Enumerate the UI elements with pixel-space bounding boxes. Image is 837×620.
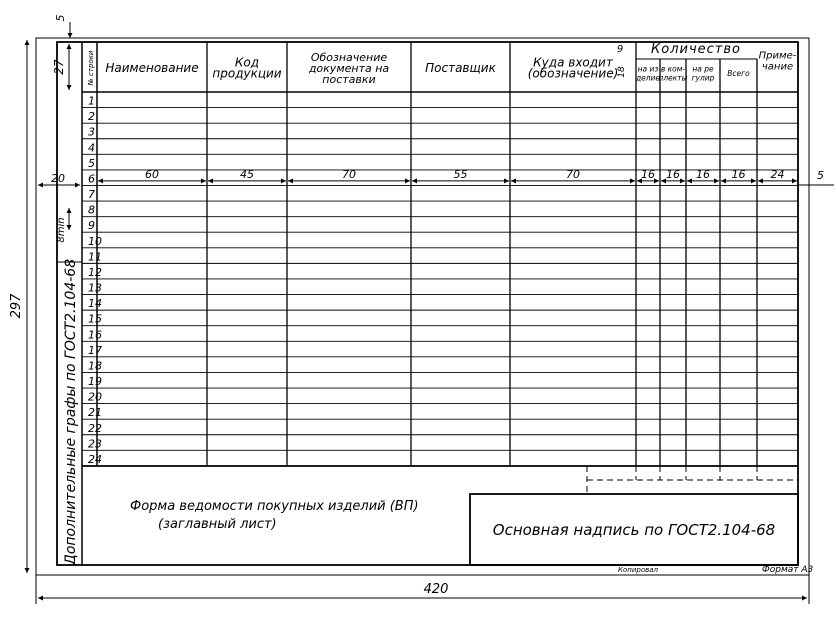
row-number: 24 [88,452,102,466]
column-width-label: 16 [696,167,710,181]
column-width-label: 16 [641,167,655,181]
column-header-text: Поставщик [425,61,496,75]
column-header-text: поставки [322,73,376,86]
title-block-label: Основная надпись по ГОСТ2.104-68 [492,521,776,539]
height-label: 297 [9,293,24,319]
row-number: 23 [88,437,102,451]
row-number: 3 [88,125,95,139]
column-header-text: Код [234,55,260,70]
row-number: 13 [88,281,102,295]
row-number: 22 [88,421,102,435]
row-number: 4 [88,141,95,155]
drawing-frame [57,42,798,565]
format-label: Формат А3 [762,565,814,575]
column-width-label: 16 [731,167,746,181]
dashed-extensions [587,466,798,494]
row-min-label: 8min [56,217,67,243]
row-number: 2 [88,110,95,124]
column-width-label: 24 [770,167,785,181]
row-number: 18 [88,359,102,373]
column-width-label: 70 [342,167,356,181]
row-number: 8 [88,203,95,217]
row-number: 19 [88,375,102,389]
row-number: 6 [88,172,95,186]
column-header-text: Всего [727,69,750,78]
right-margin-label: 5 [817,169,824,182]
width-label: 420 [423,582,449,597]
row-number: 17 [88,343,102,357]
column-width-label: 60 [145,167,159,181]
column-header-text: на ре [692,64,714,74]
column-header-text: плекты [658,73,688,83]
subheader-height-label: 18 [617,66,627,78]
column-header-text: гулир [691,73,715,83]
row-number: 11 [88,250,102,264]
top-offset-label: 5 [54,14,67,22]
column-header-text: в ком- [660,64,686,74]
row-number: 5 [88,156,95,170]
column-width-label: 70 [566,167,580,181]
column-header-text: продукции [212,66,282,81]
form-caption-line1: Форма ведомости покупных изделий (ВП) [130,499,419,514]
column-header-text: Приме- [758,50,797,62]
column-header-text: документа на [308,62,390,75]
row-number: 10 [88,234,102,248]
column-header-text: на из [637,64,659,74]
row-number-header: № строки [87,50,95,86]
form-caption-line2: (заглавный лист) [158,517,277,532]
column-header-text: Куда входит [533,55,613,70]
row-lines [82,108,798,451]
column-header-text: Обозначение [310,51,388,64]
row-number: 21 [88,406,102,420]
row-number: 7 [88,188,95,202]
column-lines [207,42,757,466]
side-label: Дополнительные графы по ГОСТ2.104-68 [63,258,79,566]
row-number: 15 [88,312,102,326]
row-number: 12 [88,265,102,279]
copied-label: Копировал [618,566,658,574]
row-number: 16 [88,328,102,342]
row-number: 1 [88,94,95,108]
row-number: 20 [88,390,102,404]
column-header-text: чание [761,61,794,73]
row-number: 14 [88,297,102,311]
quantity-title: Количество [651,42,741,57]
column-header-text: Наименование [105,61,199,75]
column-width-label: 16 [666,167,680,181]
column-header-text: делие [635,73,661,83]
row-numbers [88,95,102,466]
column-header-text: (обозначение) [527,66,619,81]
left-margin-label: 20 [51,172,65,185]
column-width-label: 55 [453,167,468,181]
subheader-label: 9 [616,44,624,55]
header-height-label: 27 [52,59,66,75]
row-number: 9 [88,219,95,233]
column-width-label: 45 [240,167,254,181]
